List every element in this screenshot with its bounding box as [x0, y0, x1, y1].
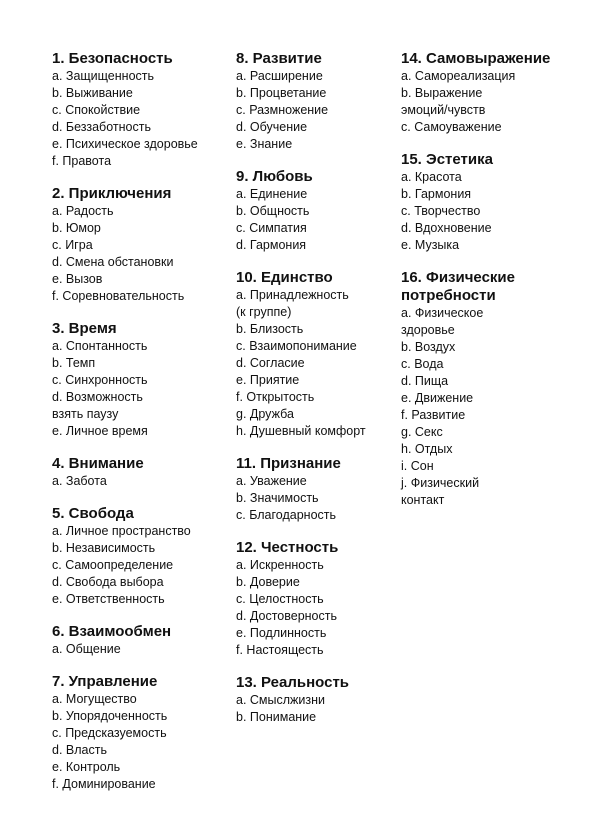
section-item: f. Настоящесть	[236, 643, 324, 657]
section-item: a. Радость	[52, 204, 114, 218]
section-item: e. Подлинность	[236, 626, 327, 640]
section-item: h. Душевный комфорт	[236, 424, 366, 438]
section-title: 3. Время	[52, 320, 117, 337]
section-item: d. Согласие	[236, 356, 305, 370]
need-section	[401, 151, 571, 254]
section-item: a. Красота	[401, 170, 462, 184]
need-section	[52, 455, 198, 490]
section-item: e. Психическое здоровье	[52, 137, 198, 151]
section-item: b. Общность	[236, 204, 310, 218]
section-title: 1. Безопасность	[52, 50, 173, 67]
section-title: 5. Свобода	[52, 505, 134, 522]
need-section	[52, 673, 198, 793]
section-item: a. Спонтанность	[52, 339, 148, 353]
section-item: f. Доминирование	[52, 777, 156, 791]
need-section	[52, 505, 198, 608]
need-section	[236, 674, 366, 726]
section-item: взять паузу	[52, 407, 119, 421]
section-item: d. Гармония	[236, 238, 307, 252]
section-item: c. Игра	[52, 238, 93, 252]
section-item: c. Самоуважение	[401, 120, 502, 134]
section-item: b. Близость	[236, 322, 304, 336]
section-item: b. Выживание	[52, 86, 133, 100]
section-item: a. Личное пространство	[52, 524, 191, 538]
section-item: b. Процветание	[236, 86, 327, 100]
section-item: d. Пища	[401, 374, 449, 388]
section-item: d. Беззаботность	[52, 120, 151, 134]
section-item: a. Принадлежность	[236, 288, 349, 302]
column-1	[52, 50, 198, 808]
section-item: c. Благодарность	[236, 508, 337, 522]
section-title: 2. Приключения	[52, 185, 172, 202]
section-item: f. Развитие	[401, 408, 466, 422]
section-item: b. Понимание	[236, 710, 317, 724]
section-item: c. Размножение	[236, 103, 329, 117]
section-item: d. Достоверность	[236, 609, 337, 623]
section-item: a. Самореализация	[401, 69, 516, 83]
section-item: c. Самоопределение	[52, 558, 174, 572]
section-item: (к группе)	[236, 305, 292, 319]
need-section	[52, 623, 198, 658]
need-section	[236, 269, 366, 440]
section-item: c. Синхронность	[52, 373, 148, 387]
section-item: a. Смыслжизни	[236, 693, 326, 707]
section-item: здоровье	[401, 323, 455, 337]
section-item: g. Дружба	[236, 407, 294, 421]
section-item: j. Физический	[401, 476, 480, 490]
section-title: 8. Развитие	[236, 50, 322, 67]
section-item: e. Контроль	[52, 760, 121, 774]
need-section	[236, 455, 366, 524]
section-item: a. Расширение	[236, 69, 323, 83]
section-item: c. Симпатия	[236, 221, 307, 235]
section-item: f. Открытость	[236, 390, 315, 404]
section-item: b. Воздух	[401, 340, 456, 354]
section-item: b. Юмор	[52, 221, 101, 235]
column-2	[236, 50, 366, 741]
section-title: 9. Любовь	[236, 168, 313, 185]
need-section	[401, 269, 571, 509]
section-item: e. Личное время	[52, 424, 148, 438]
section-item: контакт	[401, 493, 445, 507]
section-item: e. Музыка	[401, 238, 460, 252]
section-item: a. Защищенность	[52, 69, 155, 83]
need-section	[52, 185, 198, 305]
section-title: 13. Реальность	[236, 674, 350, 691]
section-item: a. Физическое	[401, 306, 484, 320]
need-section	[52, 50, 198, 170]
section-item: a. Забота	[52, 474, 107, 488]
section-item: f. Соревновательность	[52, 289, 185, 303]
need-section	[236, 168, 366, 254]
section-title: 16. Физические потребности	[401, 269, 515, 304]
section-item: эмоций/чувств	[401, 103, 486, 117]
section-item: b. Выражение	[401, 86, 483, 100]
section-item: d. Вдохновение	[401, 221, 492, 235]
section-item: c. Вода	[401, 357, 444, 371]
section-item: b. Упорядоченность	[52, 709, 168, 723]
section-item: g. Секс	[401, 425, 443, 439]
section-title: 15. Эстетика	[401, 151, 493, 168]
section-item: c. Целостность	[236, 592, 324, 606]
section-item: c. Предсказуемость	[52, 726, 167, 740]
section-item: d. Возможность	[52, 390, 143, 404]
section-item: c. Взаимопонимание	[236, 339, 357, 353]
column-3	[401, 50, 571, 524]
need-section	[401, 50, 571, 136]
need-section	[52, 320, 198, 440]
section-item: f. Правота	[52, 154, 112, 168]
section-item: a. Общение	[52, 642, 121, 656]
section-title: 7. Управление	[52, 673, 158, 690]
section-item: b. Гармония	[401, 187, 472, 201]
section-item: b. Независимость	[52, 541, 156, 555]
section-item: d. Свобода выбора	[52, 575, 164, 589]
section-item: i. Сон	[401, 459, 434, 473]
section-item: d. Смена обстановки	[52, 255, 174, 269]
section-item: h. Отдых	[401, 442, 453, 456]
section-item: c. Творчество	[401, 204, 481, 218]
section-title: 12. Честность	[236, 539, 339, 556]
section-item: e. Движение	[401, 391, 474, 405]
section-item: e. Ответственность	[52, 592, 165, 606]
section-item: b. Значимость	[236, 491, 319, 505]
section-item: a. Единение	[236, 187, 308, 201]
need-section	[236, 50, 366, 153]
need-section	[236, 539, 366, 659]
section-title: 6. Взаимообмен	[52, 623, 172, 640]
section-item: a. Искренность	[236, 558, 324, 572]
section-title: 11. Признание	[236, 455, 341, 472]
section-item: c. Спокойствие	[52, 103, 141, 117]
section-item: e. Вызов	[52, 272, 103, 286]
section-title: 10. Единство	[236, 269, 333, 286]
section-item: a. Могущество	[52, 692, 137, 706]
section-item: b. Темп	[52, 356, 96, 370]
section-item: e. Приятие	[236, 373, 300, 387]
section-item: d. Власть	[52, 743, 107, 757]
section-item: d. Обучение	[236, 120, 308, 134]
section-item: b. Доверие	[236, 575, 300, 589]
section-title: 14. Самовыражение	[401, 50, 551, 67]
section-item: a. Уважение	[236, 474, 307, 488]
section-title: 4. Внимание	[52, 455, 144, 472]
section-item: e. Знание	[236, 137, 293, 151]
